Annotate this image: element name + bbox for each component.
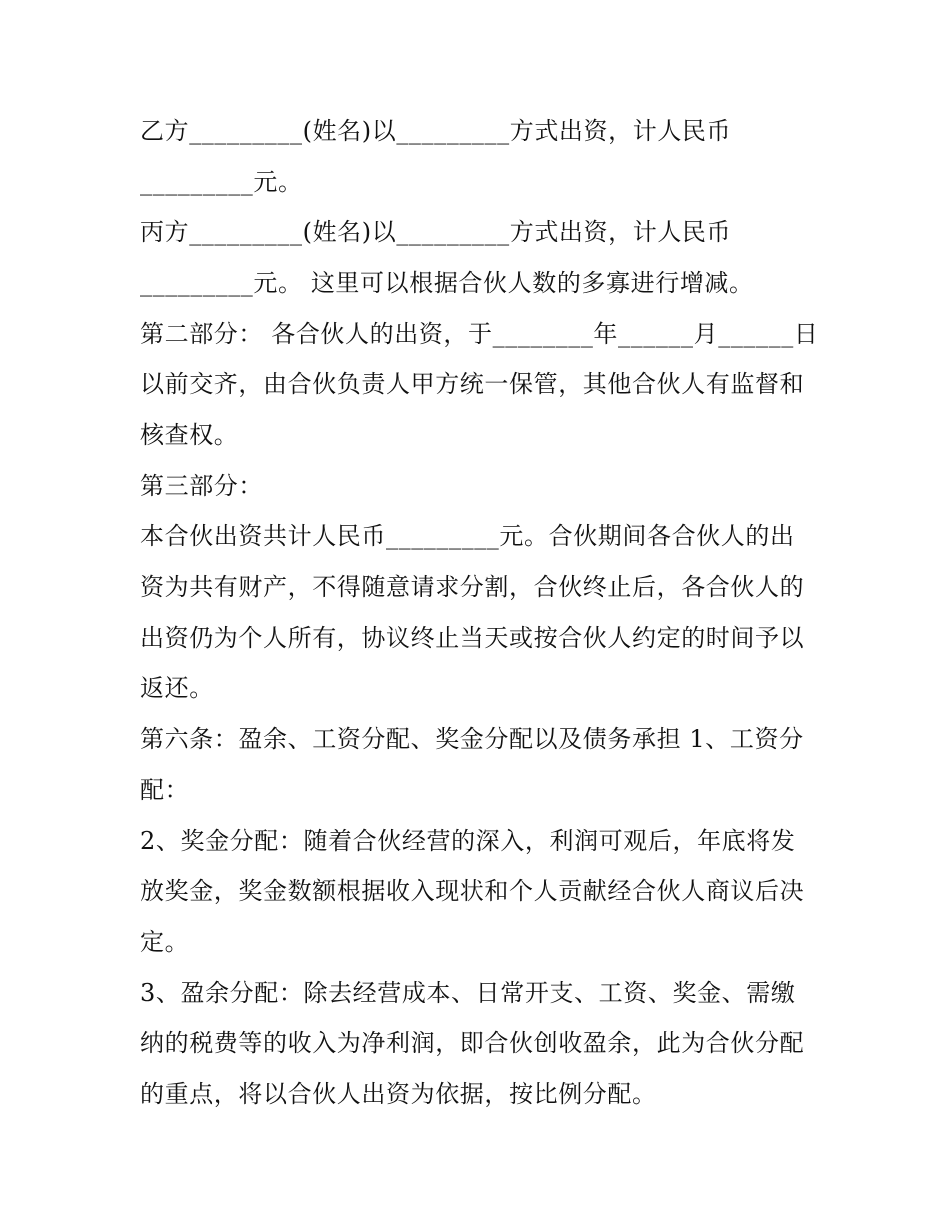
text-line: 3、盈余分配：除去经营成本、日常开支、工资、奖金、需缴	[140, 979, 796, 1007]
text-line: 定。	[140, 928, 190, 956]
text-line: 核查权。	[140, 421, 239, 449]
text-line: 第二部分： 各合伙人的出资，于________年______月______日	[140, 320, 819, 348]
text-line: 丙方_________(姓名)以_________方式出资，计人民币	[140, 218, 732, 246]
text-line: 以前交齐，由合伙负责人甲方统一保管，其他合伙人有监督和	[140, 370, 805, 398]
text-line: 出资仍为个人所有，协议终止当天或按合伙人约定的时间予以	[140, 624, 805, 652]
section-heading: 第三部分：	[140, 472, 263, 500]
text-line: 纳的税费等的收入为净利润，即合伙创收盈余，此为合伙分配	[140, 1029, 805, 1057]
text-line: 乙方_________(姓名)以_________方式出资，计人民币	[140, 117, 732, 145]
text-line: _________元。 这里可以根据合伙人数的多寡进行增减。	[140, 269, 754, 297]
text-line: 配：	[140, 776, 190, 804]
text-line: 放奖金，奖金数额根据收入现状和个人贡献经合伙人商议后决	[140, 877, 805, 905]
text-line: 第六条：盈余、工资分配、奖金分配以及债务承担 1、工资分	[140, 725, 804, 753]
text-line: 本合伙出资共计人民币_________元。合伙期间各合伙人的出	[140, 522, 795, 550]
text-line: 2、奖金分配：随着合伙经营的深入，利润可观后，年底将发	[140, 827, 796, 855]
text-line: 的重点，将以合伙人出资为依据，按比例分配。	[140, 1080, 657, 1108]
text-line: 返还。	[140, 674, 214, 702]
text-line: _________元。	[140, 168, 303, 196]
text-line: 资为共有财产，不得随意请求分割，合伙终止后，各合伙人的	[140, 573, 805, 601]
